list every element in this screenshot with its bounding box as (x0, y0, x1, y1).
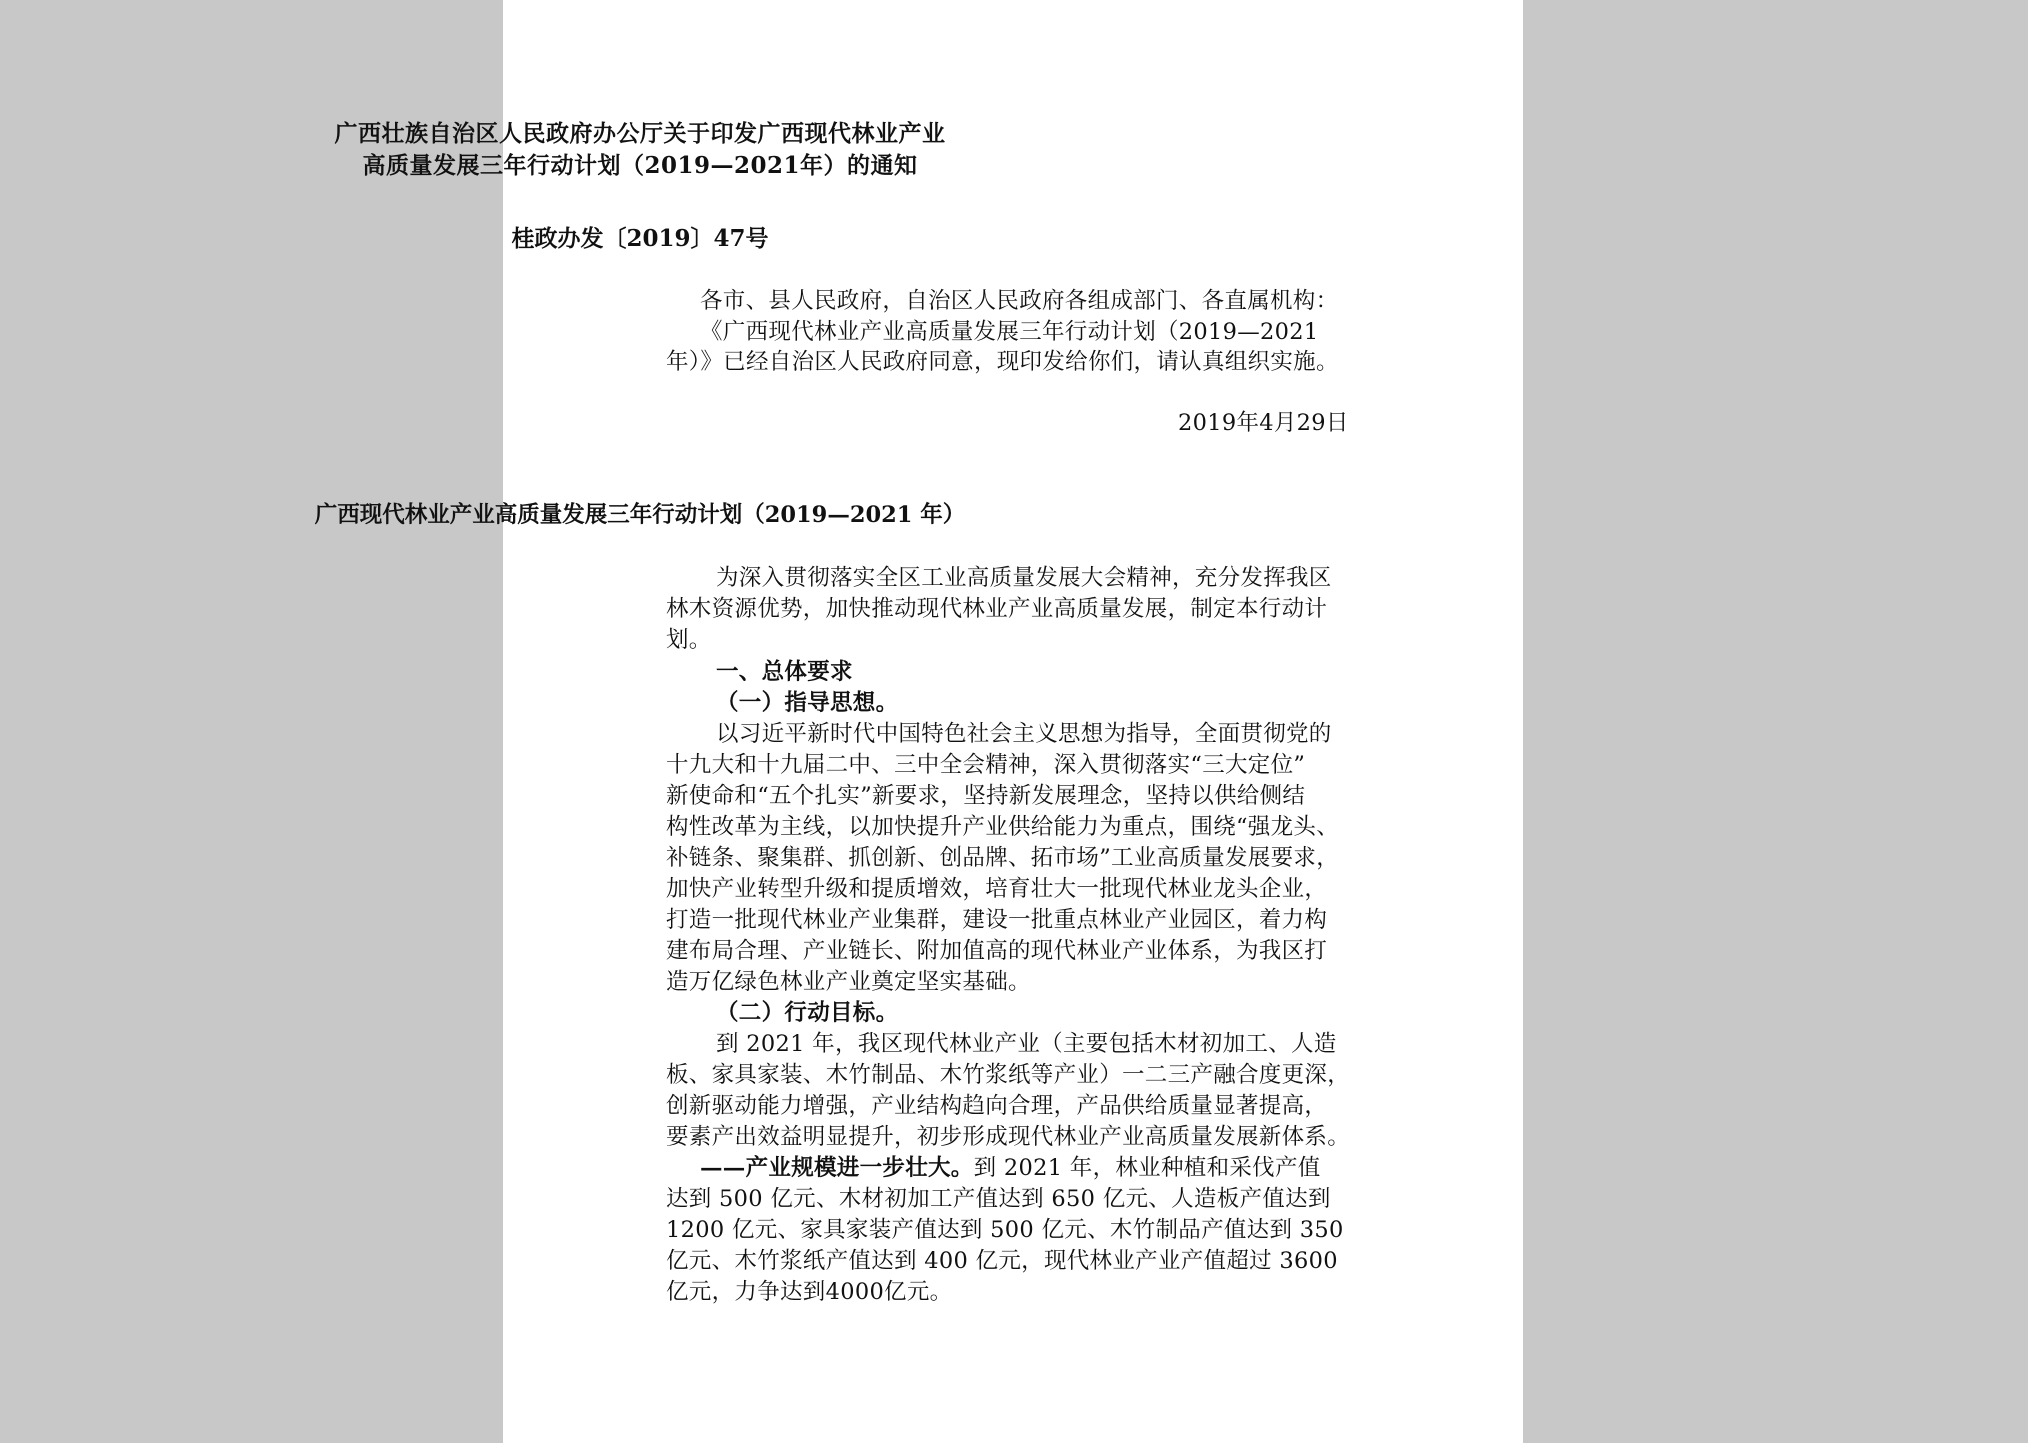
notice-title-line2: 高质量发展三年行动计划（2019—2021年）的通知 (362, 152, 918, 179)
subsection-heading-action-goals: （二）行动目标。 (716, 1000, 899, 1026)
scale-heading: ——产业规模进一步壮大。 (700, 1155, 974, 1181)
guiding-line-5: 补链条、聚集群、抓创新、创品牌、拓市场”工业高质量发展要求， (666, 845, 1340, 871)
goals-line-2: 板、家具家装、木竹制品、木竹浆纸等产业）一二三产融合度更深， (666, 1062, 1351, 1088)
document-number: 桂政办发〔2019〕47号 (511, 225, 769, 252)
intro-line-2: 林木资源优势，加快推动现代林业产业高质量发展，制定本行动计 (666, 596, 1328, 622)
scale-line-2: 达到 500 亿元、木材初加工产值达到 650 亿元、人造板产值达到 (666, 1186, 1331, 1212)
notice-body-line1: 《广西现代林业产业高质量发展三年行动计划（2019—2021 (700, 319, 1319, 345)
scale-line-1-rest: 到 2021 年，林业种植和采伐产值 (973, 1155, 1321, 1181)
guiding-line-9: 造万亿绿色林业产业奠定坚实基础。 (666, 969, 1031, 995)
scale-line-3: 1200 亿元、家具家装产值达到 500 亿元、木竹制品产值达到 350 (666, 1217, 1344, 1243)
guiding-line-3: 新使命和“五个扎实”新要求，坚持新发展理念，坚持以供给侧结 (666, 783, 1306, 809)
guiding-line-2: 十九大和十九届二中、三中全会精神，深入贯彻落实“三大定位” (666, 752, 1306, 778)
recipients-line: 各市、县人民政府，自治区人民政府各组成部门、各直属机构： (700, 288, 1339, 314)
guiding-line-6: 加快产业转型升级和提质增效，培育壮大一批现代林业龙头企业， (666, 876, 1328, 902)
scale-line-5: 亿元，力争达到4000亿元。 (666, 1279, 953, 1305)
guiding-line-4: 构性改革为主线，以加快提升产业供给能力为重点，围绕“强龙头、 (666, 814, 1340, 840)
intro-line-3: 划。 (666, 627, 712, 653)
goals-line-4: 要素产出效益明显提升，初步形成现代林业产业高质量发展新体系。 (666, 1124, 1351, 1150)
guiding-line-1: 以习近平新时代中国特色社会主义思想为指导，全面贯彻党的 (716, 721, 1332, 747)
section-heading-general-requirements: 一、总体要求 (716, 659, 853, 685)
notice-date: 2019年4月29日 (1178, 410, 1349, 436)
goals-line-1: 到 2021 年，我区现代林业产业（主要包括木材初加工、人造 (716, 1031, 1337, 1057)
scale-line-4: 亿元、木竹浆纸产值达到 400 亿元，现代林业产业产值超过 3600 (666, 1248, 1338, 1274)
intro-line-1: 为深入贯彻落实全区工业高质量发展大会精神，充分发挥我区 (716, 565, 1332, 591)
plan-title: 广西现代林业产业高质量发展三年行动计划（2019—2021 年） (314, 502, 966, 528)
guiding-line-7: 打造一批现代林业产业集群，建设一批重点林业产业园区，着力构 (666, 907, 1328, 933)
scale-line-1 (700, 1150, 1321, 1182)
guiding-line-8: 建布局合理、产业链长、附加值高的现代林业产业体系，为我区打 (666, 938, 1328, 964)
subsection-heading-guiding-ideology: （一）指导思想。 (716, 690, 899, 716)
goals-line-3: 创新驱动能力增强，产业结构趋向合理，产品供给质量显著提高， (666, 1093, 1328, 1119)
notice-body-line2: 年）》已经自治区人民政府同意，现印发给你们，请认真组织实施。 (666, 349, 1339, 375)
notice-title-line1: 广西壮族自治区人民政府办公厅关于印发广西现代林业产业 (334, 120, 946, 147)
